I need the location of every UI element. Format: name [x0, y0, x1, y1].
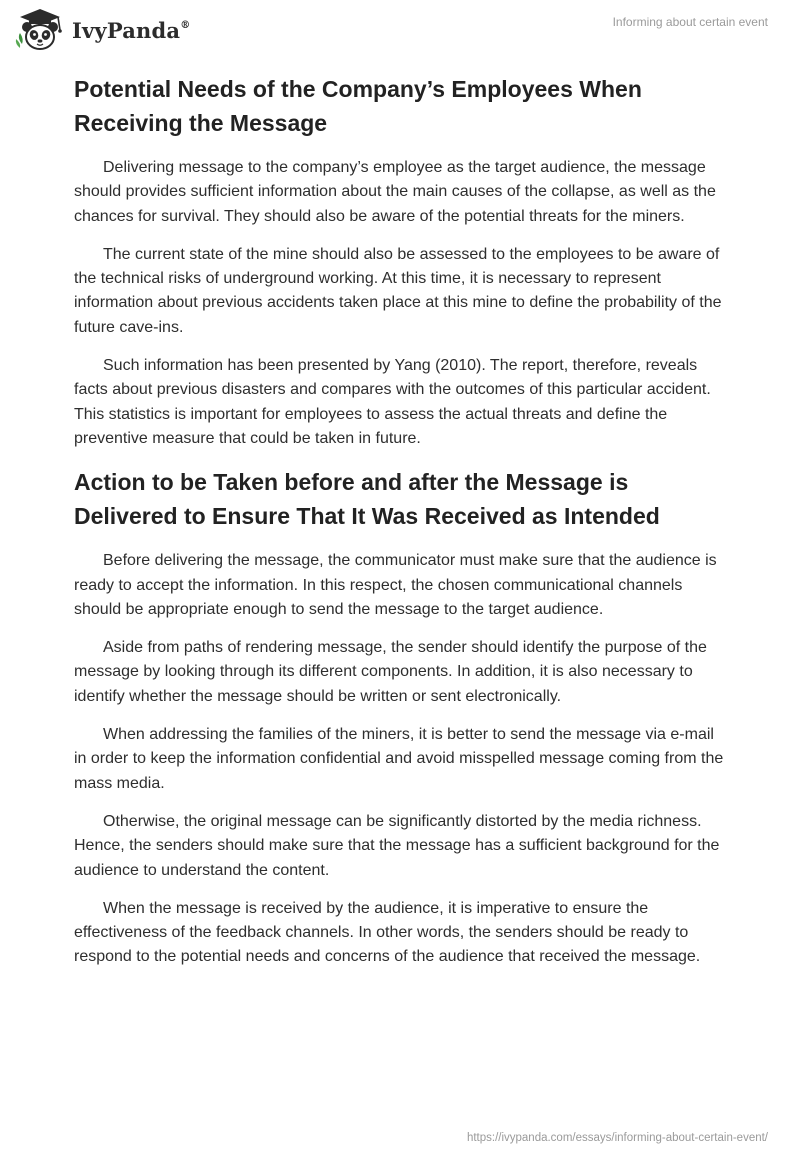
essay-body	[74, 72, 724, 984]
panda-graduate-icon	[14, 8, 66, 52]
source-url[interactable]: https://ivypanda.com/essays/informing-about-certain-event/	[466, 1132, 768, 1144]
paragraph: Before delivering the message, the communicator must make sure that the audience is ready to accept the information. In this respect, the chosen communicational channels should be appropriate enough to send the message to the target audience.	[74, 552, 717, 618]
paragraph: The current state of the mine should also be assessed to the employees to be aware of the technical risks of underground working. At this time, it is necessary to represent information about previous accidents taken place at this mine to define the probability of the future cave-ins.	[74, 245, 722, 336]
paragraph: Aside from paths of rendering message, the sender should identify the purpose of the message by looking through its different components. In addition, it is also necessary to identify whether the message should be written or sent electronically.	[74, 639, 707, 705]
section-heading: Action to be Taken before and after the Message is Delivered to Ensure That It Was Received as Intended	[74, 469, 660, 530]
document-title: Informing about certain event	[612, 15, 768, 29]
paragraph: Delivering message to the company’s employee as the target audience, the message should provides sufficient information about the main causes of the collapse, as well as the chances for survival. They should also be aware of the potential threats for the miners.	[74, 159, 716, 225]
paragraph: When addressing the families of the miners, it is better to send the message via e-mail in order to keep the information confidential and avoid misspelled message coming from the mass media.	[74, 726, 724, 792]
brand-name: IvyPanda®	[72, 17, 191, 43]
paragraph: When the message is received by the audience, it is imperative to ensure the effectiveness of the feedback channels. In other words, the senders should be ready to respond to the potential needs and concerns of the audience that received the message.	[74, 899, 701, 966]
section-heading: Potential Needs of the Company’s Employees When Receiving the Message	[74, 76, 642, 136]
page-header	[0, 0, 800, 60]
ivypanda-logo[interactable]	[14, 8, 190, 52]
paragraph: Otherwise, the original message can be significantly distorted by the media richness. Hence, the senders should make sure that the message has a sufficient background for the audience to understand the content.	[74, 812, 720, 879]
paragraph: Such information has been presented by Yang (2010). The report, therefore, reveals facts about previous disasters and compares with the outcomes of this particular accident. This statistics is important for employees to assess the actual threats and define the preventive measure that could be taken in future.	[74, 357, 711, 447]
